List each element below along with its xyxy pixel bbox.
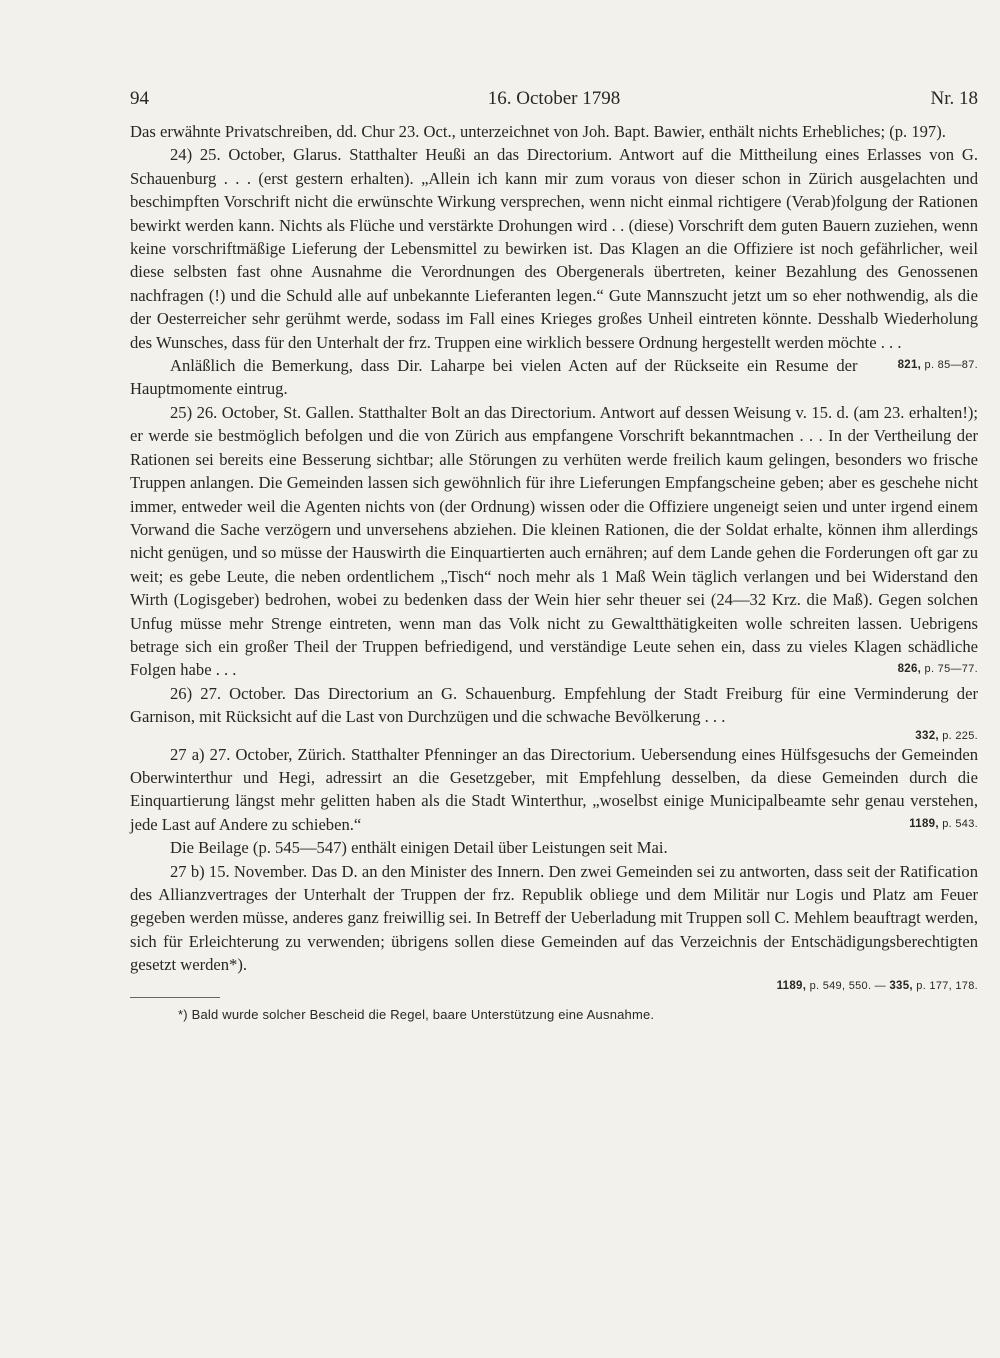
entry-26-reference [130,729,978,743]
ref-number: 1189, [776,979,807,992]
ref-number: 821, [897,359,922,372]
paragraph-laharpe-note: Anläßlich die Bemerkung, dass Dir. Laharpe bei vielen Acten auf der Rückseite ein Resume der Hauptmomente eintrug. [130,356,858,399]
paragraph-private-letter: Das erwähnte Privatschreiben, dd. Chur 23. Oct., unterzeichnet von Joh. Bapt. Bawier, enthält nichts Erhebliches; (p. 197). [130,122,946,141]
entry-24-reference [858,354,978,377]
header-date: 16. October 1798 [487,88,621,109]
ref-pages: p. 549, 550. — [809,979,886,992]
entry-27a [130,743,978,837]
entry-27a-text: 27 a) 27. October, Zürich. Statthalter Pfenninger an das Directorium. Uebersendung eines Hülfsgesuchs der Gemeinden Oberwinterthur und Hegi, adressirt an die Gesetzgeber, mit Empfehlung desselben, da diese Gemeinden durch die Einquartierung längst mehr gelitten haben als die Stadt Winterthur, „woselbst einige Municipalbeamte sehr genau verstehen, jede Last auf Andere zu schieben.“ [130,744,978,834]
paragraph-beilage: Die Beilage (p. 545—547) enthält einigen Detail über Leistungen seit Mai. [170,838,668,858]
entry-25-text: 25) 26. October, St. Gallen. Statthalter Bolt an das Directorium. Antwort auf dessen Weisung v. 15. d. (am 23. erhalten!); er werde sie bestmöglich befolgen und die von Zürich aus empfangene Vorschrift bekanntmachen . . . In der Vertheilung der Rationen sei bereits eine Besserung sichtbar; alle Störungen zu verhüten werde freilich kaum gelingen, besonders wo frische Truppen anlangen. Die Gemeinden lassen sich gewöhnlich für ihre Lieferungen Empfangscheine geben; aber es geschehe nicht immer, entweder weil die Agenten nichts von (der Ordnung) wissen oder die Offiziere ungeneigt seien und unter irgend einem Vorwand die Sache verzögern und unversehens abziehen. Die kleinen Rationen, die der Soldat erhalte, können ihm allerdings nicht genügen, und so müsse der Hauswirth die Einquartierten auch ernähren; auf dem Lande gehen die Forderungen oft gar zu weit; es gebe Leute, die neben ordentlichem „Tisch“ noch mehr als 1 Maß Wein täglich verlangen und bei Widerstand den Wirth (Logisgeber) bedrohen, wobei zu bedenken dass der Wein hier sehr theuer sei (24—32 Krz. die Maß). Gegen solchen Unfug müsse mehr Strenge eintreten, wenn man das Volk nicht zu Gewaltthätigkeiten wolle schreiten lassen. Uebrigens betrage sich ein großer Theil der Truppen befriedigend, und verständige Leute sehen ein, dass zu vieles Klagen schädliche Folgen habe . . . [130,402,978,680]
issue-number: Nr. 18 [930,88,978,109]
entry-25-reference [858,658,978,681]
ref-number: 1189, [909,817,939,830]
document-body [130,120,978,1024]
ref-number: 826, [897,663,922,676]
ref-pages: p. 85—87. [924,359,978,372]
entry-24 [130,143,978,372]
entry-24-text: 24) 25. October, Glarus. Statthalter Heußi an das Directorium. Antwort auf die Mittheilung eines Erlasses von G. Schauenburg . . . (erst gestern erhalten). „Allein ich kann mir zum voraus von dieser schon in Zürich ausgelachten und beschimpften Vorschrift nicht die erwünschte Wirkung versprechen, wenn nicht einmal richtigere (Verab)folgung der Rationen bewirkt werden kann. Nichts als Flüche und verstärkte Drohungen wird . . (diese) Vorschrift dem guten Bauern zuziehen, wenn keine vorschriftmäßige Lieferung der Lebensmittel zu bewirken ist. Das Klagen an die Offiziere ist noch gefährlicher, weil diese selbsten fast ohne Ausnahme die Verordnungen des Obergenerals übertreten, keiner Bezahlung des Genossenen nachfragen (!) und die Schuld alle auf unbekannte Lieferanten legen.“ Gute Mannszucht jetzt um so eher nothwendig, als die der Oesterreicher sehr gerühmt werde, sodass im Fall eines Krieges großes Unheil eintreten könnte. Desshalb Wiederholung des Wunsches, dass für den Unterhalt der frz. Truppen eine wirklich bessere Ordnung hergestellt werden möchte . . . [130,145,978,352]
entry-26: 26) 27. October. Das Directorium an G. Schauenburg. Empfehlung der Stadt Freiburg für eine Verminderung der Garnison, mit Rücksicht auf die Last von Durchzügen und die schwache Bevölkerung . . . [130,683,978,727]
footnote: *) Bald wurde solcher Bescheid die Regel, baare Unterstützung eine Ausnahme. [178,1006,655,1022]
ref-number: 335, [889,979,913,992]
ref-pages: p. 225. [942,729,978,742]
footnote-divider [130,997,220,998]
ref-pages: p. 177, 178. [916,979,978,992]
ref-pages: p. 75—77. [924,663,978,676]
page-number: 94 [130,88,149,109]
ref-number: 332, [915,729,939,742]
entry-27b-reference [130,979,978,993]
page-header [130,88,978,112]
ref-pages: p. 543. [942,817,978,830]
entry-25 [130,401,978,682]
document-page [130,88,978,1024]
entry-27b: 27 b) 15. November. Das D. an den Minister des Innern. Den zwei Gemeinden sei zu antworten, dass seit der Ratification des Allianzvertrages der Unterhalt der Truppen der frz. Republik obliege und dem Militär nur Logis und Platz am Feuer gegeben werden müsse, anderes ganz freiwillig sei. In Betreff der Ueberladung mit Truppen soll C. Mehlem beauftragt werden, sich für Erleichterung zu verwenden; übrigens sollen diese Gemeinden auf das Verzeichnis der Entschädigungsberechtigten gesetzt werden*). [130,861,978,975]
entry-27a-reference [869,813,978,836]
